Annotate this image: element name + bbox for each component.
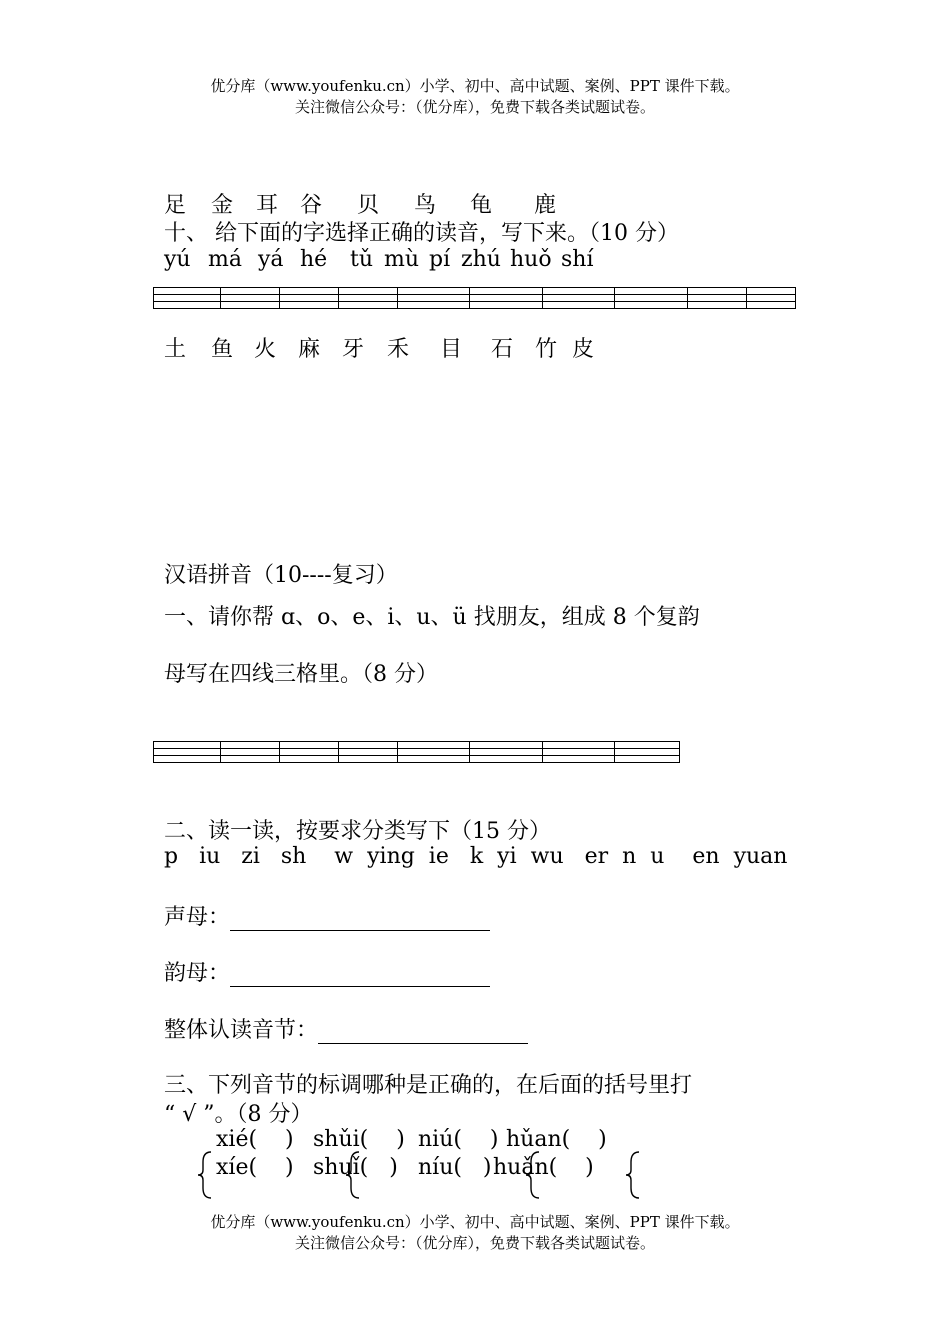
char: 耳 [256, 193, 279, 218]
syllable-option[interactable]: huǎn( ) [493, 1155, 594, 1180]
yunmu-label: 韵母： [164, 961, 231, 986]
pinyin: tǔ [350, 247, 374, 272]
char: 鱼 [211, 337, 234, 362]
char: 谷 [300, 193, 323, 218]
char: 土 [164, 337, 187, 362]
syllable-option[interactable]: xié( ) [216, 1127, 294, 1152]
header-line-2: 关注微信公众号：（优分库），免费下载各类试题试卷。 [294, 98, 655, 116]
char: 皮 [572, 337, 595, 362]
four-line-grid[interactable] [153, 741, 680, 763]
syllable-option[interactable]: shuǐ( ) [313, 1155, 398, 1180]
pinyin: zhú [461, 247, 501, 272]
part-title: 汉语拼音（10----复习） [164, 563, 398, 588]
pinyin: hé [300, 247, 328, 272]
zhengti-answer-line[interactable] [318, 1021, 528, 1044]
brace-icon [196, 1150, 214, 1200]
header-line-1: 优分库（www.youfenku.cn）小学、初中、高中试题、案例、PPT 课件下载。 [210, 77, 740, 95]
char: 足 [164, 193, 187, 218]
pinyin: má [208, 247, 242, 272]
char: 目 [440, 337, 463, 362]
shengmu-answer-line[interactable] [230, 908, 490, 931]
q1-line-2: 母写在四线三格里。（8 分） [164, 662, 438, 687]
char: 火 [254, 337, 277, 362]
brace-icon [344, 1150, 362, 1200]
q2-title: 二、读一读，按要求分类写下（15 分） [164, 819, 551, 844]
yunmu-row [164, 956, 490, 987]
char: 石 [491, 337, 514, 362]
char: 鸟 [414, 193, 437, 218]
pinyin: pí [429, 247, 451, 272]
zhengti-row [164, 1013, 528, 1044]
yunmu-answer-line[interactable] [230, 964, 490, 987]
brace-icon [524, 1150, 542, 1200]
syllable-option[interactable]: xíe( ) [216, 1155, 294, 1180]
footer-line-2: 关注微信公众号：（优分库），免费下载各类试题试卷。 [294, 1234, 655, 1252]
zhengti-label: 整体认读音节： [164, 1018, 319, 1043]
brace-icon [624, 1150, 642, 1200]
section-10-title: 十、 给下面的字选择正确的读音，写下来。（10 分） [164, 221, 679, 246]
char: 贝 [357, 193, 380, 218]
pinyin: mù [384, 247, 420, 272]
char: 牙 [342, 337, 365, 362]
pinyin: yá [258, 247, 284, 272]
syllable-option[interactable]: hǔan( ) [506, 1127, 607, 1152]
pinyin: yú [164, 247, 191, 272]
q1-line-1: 一、请你帮 ɑ、o、e、i、u、ü 找朋友，组成 8 个复韵 [164, 605, 700, 630]
syllable-option[interactable]: niú( ) [418, 1127, 499, 1152]
char: 禾 [387, 337, 410, 362]
char: 麻 [298, 337, 321, 362]
syllable-option[interactable]: níu( ) [418, 1155, 492, 1180]
char: 鹿 [534, 193, 557, 218]
shengmu-row [164, 900, 490, 931]
char: 竹 [535, 337, 558, 362]
char: 金 [211, 193, 234, 218]
footer-line-1: 优分库（www.youfenku.cn）小学、初中、高中试题、案例、PPT 课件下载。 [210, 1213, 740, 1231]
shengmu-label: 声母： [164, 905, 231, 930]
syllable-option[interactable]: shǔi( ) [313, 1127, 405, 1152]
pinyin: shí [561, 247, 594, 272]
q2-syllables: p iu zi sh w ying ie k yi wu er n u en yuan [164, 844, 788, 869]
q3-title-line-2: “ √ ”。（8 分） [164, 1102, 313, 1127]
char: 龟 [470, 193, 493, 218]
pinyin: huǒ [510, 247, 552, 272]
four-line-grid[interactable] [153, 287, 796, 309]
q3-title-line-1: 三、下列音节的标调哪种是正确的，在后面的括号里打 [164, 1073, 693, 1098]
